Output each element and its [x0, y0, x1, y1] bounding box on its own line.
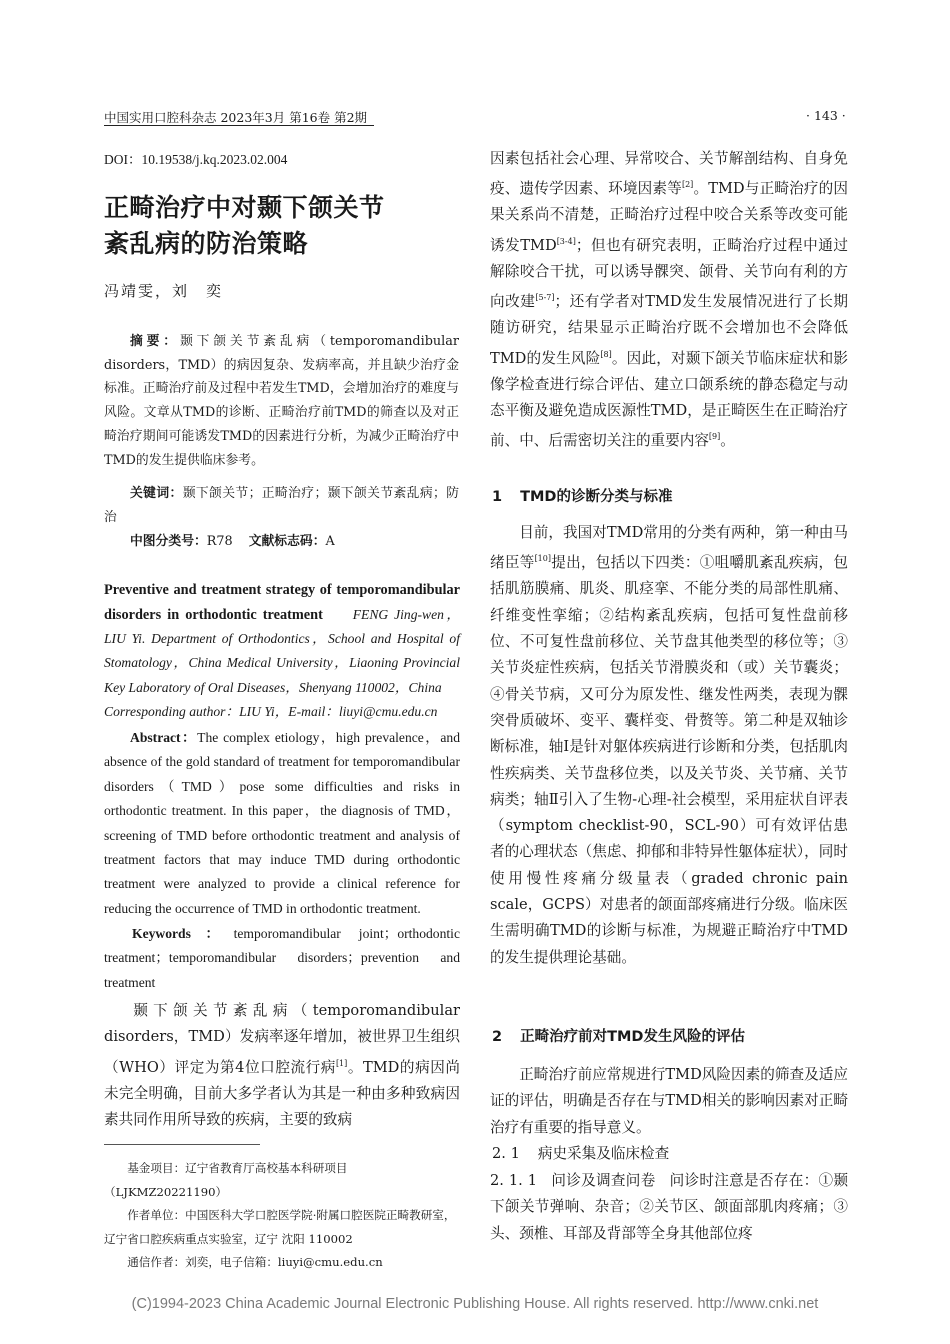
section-1-title: TMD的诊断分类与标准: [520, 489, 673, 505]
english-keywords-label: Keywords：: [132, 926, 234, 941]
right-para-1-a: 因素包括社会心理、异常咬合、关节解剖结构、自身免疫、遗传学因素、环境因素等: [490, 150, 848, 198]
english-title-block: [104, 578, 460, 725]
english-keywords: [104, 922, 460, 995]
english-affiliation: Department of Orthodontics，School and Hospital of Stomatology，China Medical University，Liaoning Provincial Key Laboratory of Oral Diseases，Shenyang 110002，China: [104, 631, 460, 695]
running-header-journal: 中国实用口腔科杂志 2023年3月 第16卷 第2期: [104, 110, 368, 125]
english-title: Preventive and treatment strategy of temporomandibular disorders in orthodontic treatment: [104, 582, 460, 623]
doi: DOI：10.19538/j.kq.2023.02.004: [104, 152, 288, 167]
section-2-1-title: 病史采集及临床检查: [537, 1145, 670, 1162]
article-title: [104, 190, 484, 262]
right-para-1-b: 。TMD与正畸治疗的因果关系尚不清楚，正畸治疗过程中咬合关系等改变可能诱发TMD: [490, 180, 848, 254]
section-1-number: 1: [492, 489, 503, 505]
abstract-cn-text: 颞下颌关节紊乱病（temporomandibular disorders，TMD）的病因复杂、发病率高，并且缺少治疗金标准。正畸治疗前及过程中若发生TMD，会增加治疗的难度与风险。文章从TMD的诊断、正畸治疗前TMD的筛查以及对正畸治疗期间可能诱发TMD的因素进行分析，为减少正畸治疗中TMD的发生提供临床参考。: [104, 334, 459, 468]
keywords-cn: [104, 482, 459, 529]
ref-10: [10]: [534, 554, 551, 564]
section-2-1-1-paragraph: [490, 1168, 848, 1247]
clc-label: 中图分类号：: [130, 534, 207, 549]
abstract-cn: [104, 330, 459, 472]
intro-text-b: 。TMD的病因尚未完全明确，目前大多学者认为其是一种由多种致病因素共同作用所导致的疾病，主要的致病: [104, 1058, 460, 1129]
header-rule: [104, 125, 374, 126]
english-abstract-text: The complex etiology，high prevalence，and absence of the gold standard of treatment for temporomandibular disorders（TMD）pose some difficulties and risks in orthodontic treatment. In this paper，the diagnosis of TMD，screening of TMD before orthodontic treatment and analysis of treatment factors that may induce TMD during orthodontic treatment were analyzed to provide a clinical reference for reducing the occurrence of TMD in orthodontic treatment.: [104, 730, 460, 916]
intro-text-a: 颞下颌关节紊乱病（temporomandibular disorders，TMD）发病率逐年增加，被世界卫生组织（WHO）评定为第4位口腔流行病: [104, 1002, 460, 1076]
keywords-cn-text: 颞下颌关节；正畸治疗；颞下颌关节紊乱病；防治: [104, 486, 460, 525]
english-corresponding: Corresponding author：LIU Yi，E-mail：liuyi@cmu.edu.cn: [104, 704, 438, 720]
section-1-text-b: 提出，包括以下四类：①咀嚼肌紊乱疾病，包括肌筋膜痛、肌炎、肌痉挛、不能分类的局部性肌痛、纤维变性挛缩；②结构紊乱疾病，包括可复性盘前移位、不可复性盘前移位、关节盘其他类型的移位等；③关节炎症性疾病，包括关节滑膜炎和（或）关节囊炎；④骨关节病，又可分为原发性、继发性两类，表现为髁突骨质破坏、变平、囊样变、骨赘等。第二种是双轴诊断标准，轴Ⅰ是针对躯体疾病进行诊断和分类，包括肌肉性疾病类、关节盘移位类，以及关节炎、关节痛、关节病类；轴Ⅱ引入了生物-心理-社会模型，采用症状自评表（symptom checklist-90，SCL-90）可有效评估患者的心理状态（焦虑、抑郁和非特异性躯体症状），同时使用慢性疼痛分级量表（graded chronic pain scale，GCPS）对患者的颌面部疼痛进行分级。临床医生需明确TMD的诊断与标准，为规避正畸治疗中TMD的发生提供理论基础。: [490, 554, 848, 966]
article-title-line-2: 紊乱病的防治策略: [104, 229, 309, 258]
footnote-fund: 基金项目：辽宁省教育厅高校基本科研项目（LJKMZ20221190）: [104, 1161, 348, 1199]
section-2-1-heading: [492, 1141, 669, 1167]
doc-code-label: 文献标志码：: [248, 534, 326, 549]
ref-8: [8]: [600, 349, 612, 359]
footnote-rule: [104, 1144, 260, 1145]
english-authors: FENG Jing-wen，LIU Yi.: [104, 606, 461, 646]
section-1-heading: [492, 485, 672, 506]
article-title-line-1: 正畸治疗中对颞下颌关节: [104, 193, 385, 222]
clc-value: R78: [206, 534, 233, 549]
ref-5-7: [5-7]: [535, 293, 555, 303]
section-2-1-1-number: 2. 1. 1: [490, 1172, 538, 1189]
footnotes: [104, 1157, 460, 1275]
section-2-number: 2: [492, 1029, 503, 1045]
section-1-paragraph: [490, 520, 848, 971]
footnote-contact: 通信作者：刘奕，电子信箱：liuyi@cmu.edu.cn: [127, 1255, 383, 1269]
page-number: · 143 ·: [806, 108, 846, 123]
section-2-paragraph: 正畸治疗前应常规进行TMD风险因素的筛查及适应证的评估，明确是否存在与TMD相关的影响因素对正畸治疗有重要的指导意义。: [490, 1066, 848, 1136]
section-2-1-1-title: 问诊及调查问卷: [551, 1172, 656, 1189]
right-para-1-d: ；还有学者对TMD发生发展情况进行了长期随访研究，结果显示正畸治疗既不会增加也不会降低TMD的发生风险: [490, 293, 848, 367]
keywords-cn-label: 关键词：: [130, 486, 183, 501]
right-para-1-c: ；但也有研究表明，正畸治疗过程中通过解除咬合干扰，可以诱导髁突、颌骨、关节向有利的方向改建: [490, 236, 848, 311]
footnote-unit: 作者单位：中国医科大学口腔医学院·附属口腔医院正畸教研室，辽宁省口腔疾病重点实验室，辽宁 沈阳 110002: [104, 1208, 456, 1246]
classification: [130, 530, 335, 554]
section-2-1-number: 2. 1: [492, 1145, 520, 1162]
english-abstract-label: Abstract：: [130, 730, 198, 745]
doc-code-value: A: [325, 534, 335, 549]
right-para-1-f: 。: [720, 432, 735, 450]
ref-2: [2]: [681, 180, 694, 190]
ref-3-4: [3-4]: [556, 236, 576, 246]
ref-9: [9]: [708, 432, 721, 442]
section-2-heading: [492, 1025, 745, 1046]
intro-paragraph: [104, 998, 460, 1133]
section-2-1-1-text: 问诊时注意是否存在：①颞下颌关节弹响、杂音；②关节区、颌面部肌肉疼痛；③头、颈椎、耳部及背部等全身其他部位疼: [490, 1172, 848, 1242]
right-para-1-e: 。因此，对颞下颌关节临床症状和影像学检查进行综合评估、建立口颌系统的静态稳定与动态平衡及避免造成医源性TMD，是正畸医生在正畸治疗前、中、后需密切关注的重要内容: [490, 349, 848, 450]
ref-1: [1]: [335, 1058, 348, 1068]
section-1-text-a: 目前，我国对TMD常用的分类有两种，第一种由马绪臣等: [490, 524, 848, 572]
section-2-title: 正畸治疗前对TMD发生风险的评估: [520, 1029, 745, 1045]
right-para-1: [490, 146, 848, 455]
abstract-cn-label: 摘要：: [130, 334, 180, 349]
english-keywords-text: temporomandibular joint；orthodontic treatment；temporomandibular disorders；prevention and treatment: [104, 926, 460, 990]
english-abstract: [104, 726, 460, 921]
authors: 冯靖雯，刘 奕: [104, 282, 224, 300]
copyright-footer: (C)1994-2023 China Academic Journal Electronic Publishing House. All rights reserved. http://www.cnki.net: [131, 1296, 819, 1312]
